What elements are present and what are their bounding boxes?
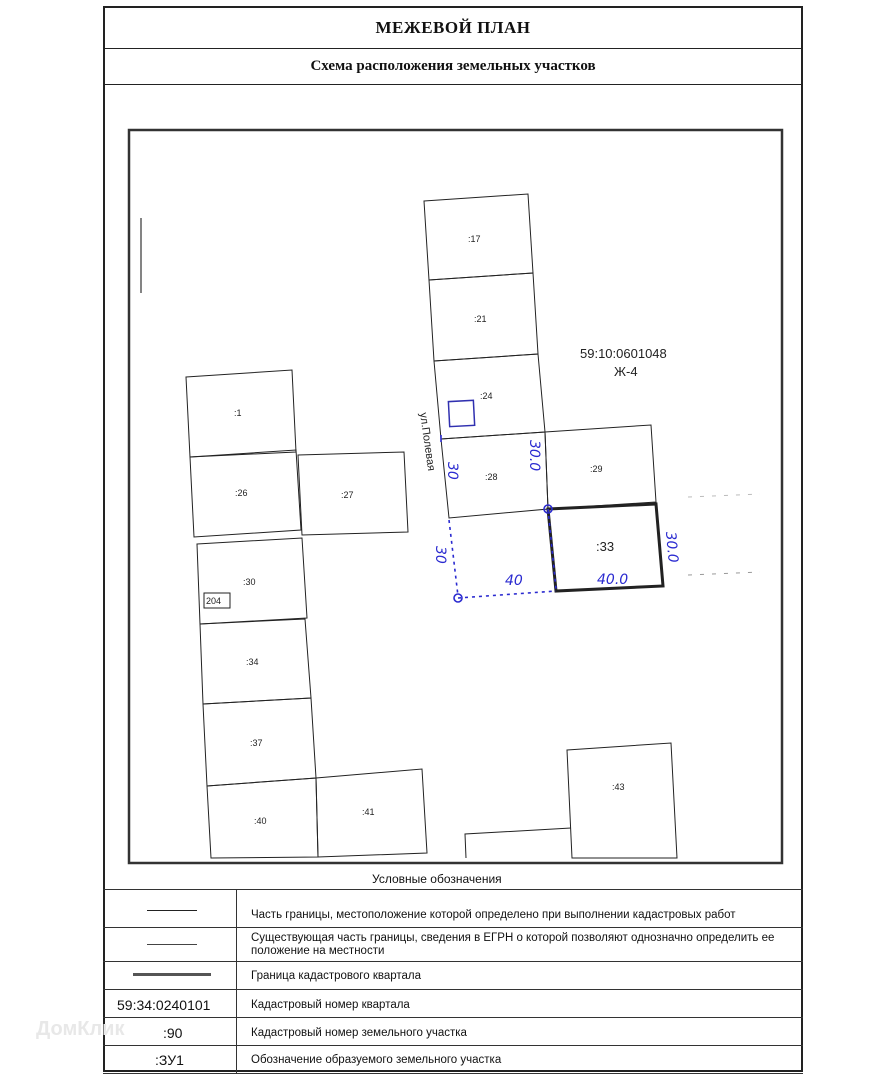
legend-symbol	[103, 990, 237, 1018]
parcel-43-outline	[567, 743, 677, 858]
legend-text: Часть границы, местоположение которой определено при выполнении кадастровых работ	[251, 909, 736, 921]
legend-text: Граница кадастрового квартала	[251, 970, 422, 982]
legend-symbol	[103, 1046, 237, 1073]
faint-line	[688, 572, 760, 575]
parcel-partial-outline	[465, 828, 571, 858]
quarter-code: 59:34:0240101	[117, 997, 211, 1013]
legend-row	[103, 927, 803, 962]
document-subtitle: Схема расположения земельных участков	[105, 48, 801, 85]
building-24-icon	[448, 400, 474, 426]
legend-text: Существующая часть границы, сведения в ЕГРН о которой позволяют однозначно определить ее положение на местности	[251, 932, 775, 957]
dashed-boundary	[458, 591, 556, 598]
parcel-41-label: :41	[362, 807, 375, 817]
parcel-34-label: :34	[246, 657, 259, 667]
handwritten-side-right: 30.0	[662, 530, 681, 564]
legend-symbol	[103, 890, 237, 928]
building-number-label: 204	[206, 596, 222, 606]
faint-line	[688, 494, 760, 497]
parcel-30-label: :30	[243, 577, 256, 587]
parcel-37-label: :37	[250, 738, 263, 748]
legend-title: Условные обозначения	[372, 872, 502, 886]
document-title: МЕЖЕВОЙ ПЛАН	[105, 8, 801, 49]
parcel-17-label: :17	[468, 234, 481, 244]
handwritten-left-28: 30	[444, 462, 460, 480]
parcel-1-label: :1	[234, 408, 242, 418]
legend-symbol	[103, 928, 237, 962]
thin-line-icon	[147, 910, 197, 911]
thick-line-icon	[133, 973, 211, 976]
legend-symbol	[103, 962, 237, 990]
legend-row	[103, 1045, 803, 1074]
legend-row	[103, 989, 803, 1018]
map-frame	[129, 130, 782, 863]
handwritten-vertical-28: 30.0	[526, 440, 542, 472]
legend-text: Кадастровый номер земельного участка	[251, 1027, 467, 1039]
parcel-29-label: :29	[590, 464, 603, 474]
new-parcel-code: :ЗУ1	[155, 1052, 184, 1068]
parcel-outlines	[186, 194, 677, 858]
legend-row	[103, 889, 803, 928]
street-label: ул.Полевая	[417, 411, 438, 472]
watermark-logo: ДомКлик	[36, 1018, 125, 1040]
zone-label: Ж-4	[614, 364, 638, 379]
parcel-24-label: :24	[480, 391, 493, 401]
handwritten-side-bottom: 40.0	[597, 572, 629, 588]
legend-text: Обозначение образуемого земельного участка	[251, 1054, 502, 1066]
parcel-43-label: :43	[612, 782, 625, 792]
quarter-number-label: 59:10:0601048	[580, 346, 667, 361]
parcel-26-label: :26	[235, 488, 248, 498]
handwritten-bottom-left: 40	[505, 573, 523, 589]
legend-row	[103, 961, 803, 990]
parcel-40-label: :40	[254, 816, 267, 826]
parcel-27-label: :27	[341, 490, 354, 500]
parcel-33-label: :33	[596, 539, 615, 554]
legend-text: Кадастровый номер квартала	[251, 999, 410, 1011]
handwritten-side-left: 30	[432, 546, 448, 564]
legend-row	[103, 1017, 803, 1046]
parcel-code: :90	[163, 1025, 183, 1041]
parcel-21-label: :21	[474, 314, 487, 324]
dashed-boundary	[449, 520, 458, 596]
parcel-28-label: :28	[485, 472, 498, 482]
thin-line-icon	[147, 944, 197, 945]
